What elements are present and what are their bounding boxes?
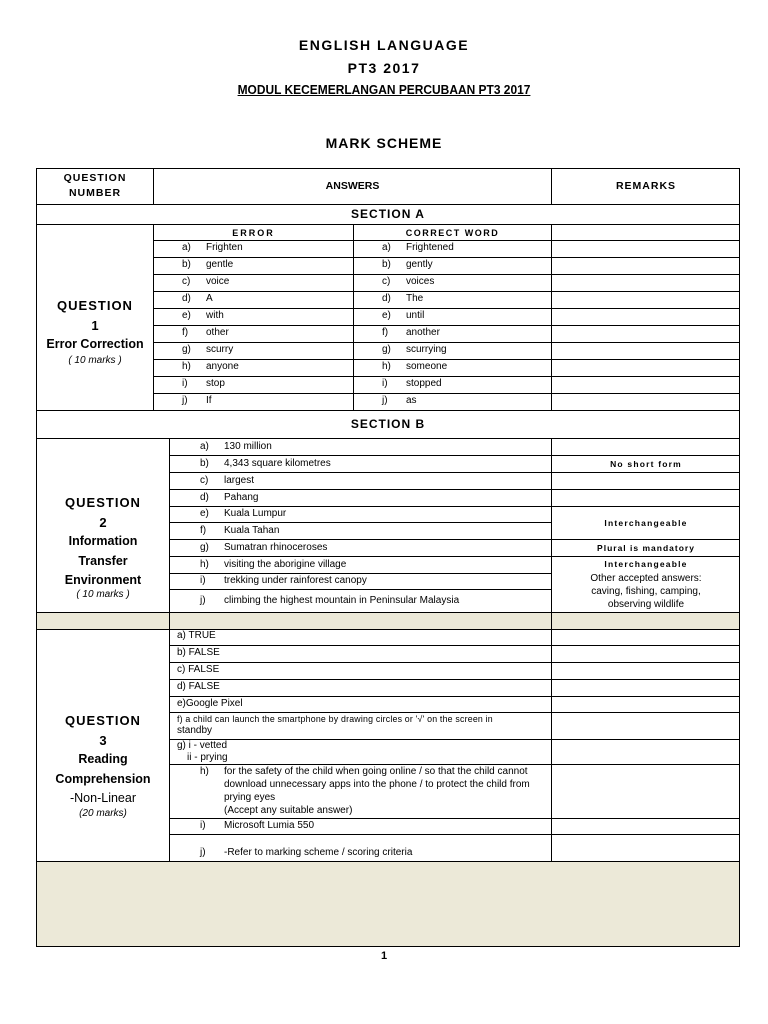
correct-word: someone [406, 361, 448, 372]
remark-no-short-form: No short form [610, 459, 682, 469]
correct-item-label: b) [382, 259, 391, 270]
shaded-spacer-row [37, 612, 739, 629]
shaded-footer-row [37, 861, 739, 946]
document-title: MARK SCHEME [325, 135, 443, 151]
remark-interchangeable-e-f: Interchangeable [604, 518, 688, 528]
error-item-label: d) [182, 293, 191, 304]
q3-answer-h-line4: (Accept any suitable answer) [224, 805, 353, 816]
q2-answer: visiting the aborigine village [224, 559, 347, 570]
error-word: scurry [206, 344, 234, 355]
error-item-label: i) [182, 378, 188, 389]
q3-answer-e: e)Google Pixel [177, 698, 243, 709]
q3-answer-a: a) TRUE [177, 630, 216, 641]
correct-item-label: h) [382, 361, 391, 372]
remark-other-answers: Other accepted answers: [590, 573, 702, 584]
q2-answer: largest [224, 475, 255, 486]
correct-item-label: c) [382, 276, 391, 287]
correct-item-label: f) [382, 327, 389, 338]
q3-answer-j: -Refer to marking scheme / scoring criteria [224, 847, 413, 858]
error-item-label: a) [182, 242, 191, 253]
q2-item-label: a) [200, 441, 209, 452]
q3-answer-f-line1: f) a child can launch the smartphone by drawing circles or '√' on the screen in [177, 714, 493, 724]
question-2-title: QUESTION [65, 495, 141, 510]
correct-word: scurrying [406, 344, 447, 355]
question-2-number: 2 [99, 514, 107, 530]
correct-word: voices [406, 276, 435, 287]
error-item-label: h) [182, 361, 191, 372]
question-3-marks: (20 marks) [79, 807, 127, 819]
q2-item-label: i) [200, 575, 206, 586]
q2-answer: Sumatran rhinoceroses [224, 542, 328, 553]
q2-answer: 130 million [224, 441, 272, 452]
question-3-number: 3 [99, 732, 107, 748]
q2-item-label: h) [200, 559, 209, 570]
q3-answer-f-line2: standby [177, 725, 213, 736]
error-word: Frighten [206, 242, 243, 253]
page-number: 1 [380, 950, 388, 962]
q2-item-label: d) [200, 492, 209, 503]
error-word: gentle [206, 259, 234, 270]
question-3-name-line1: Reading [78, 752, 128, 766]
q3-answer-i: Microsoft Lumia 550 [224, 820, 315, 831]
q3-answer-j-label: j) [200, 847, 206, 858]
correct-word: gently [406, 259, 433, 270]
error-item-label: j) [182, 395, 188, 406]
correct-word-column-header: CORRECT WORD [405, 228, 500, 238]
correct-word: as [406, 395, 417, 406]
question-number-header: QUESTION NUMBER [63, 172, 127, 199]
correct-word: stopped [406, 378, 442, 389]
question-1-label [37, 296, 153, 367]
question-3-name-line2: Comprehension [55, 771, 151, 786]
error-item-label: f) [182, 327, 189, 338]
error-word: If [206, 395, 212, 406]
q3-answer-h-line3: prying eyes [224, 792, 276, 803]
question-1-name: Error Correction [46, 337, 144, 351]
answers-header: ANSWERS [325, 180, 380, 192]
error-word: A [206, 293, 213, 304]
question-2-name-line1: Information [68, 534, 138, 548]
correct-item-label: e) [382, 310, 391, 321]
q2-item-label: e) [200, 508, 209, 519]
q2-answer: climbing the highest mountain in Peninsular Malaysia [224, 595, 460, 606]
question-3-title: QUESTION [65, 713, 141, 728]
question-3-name-line3: -Non-Linear [69, 791, 136, 805]
remark-other-answers-list-end: observing wildlife [607, 599, 685, 610]
error-word: stop [206, 378, 225, 389]
error-item-label: e) [182, 310, 191, 321]
subject-title: ENGLISH LANGUAGE [298, 37, 470, 53]
correct-item-label: j) [382, 395, 388, 406]
correct-word: another [406, 327, 440, 338]
error-item-label: g) [182, 344, 191, 355]
q2-answer: Kuala Tahan [224, 525, 280, 536]
question-3-label [37, 711, 169, 820]
error-word: voice [206, 276, 230, 287]
q2-item-label: b) [200, 458, 209, 469]
q3-answer-h-label: h) [200, 766, 209, 777]
q3-answer-i-label: i) [200, 820, 206, 831]
q3-answer-d: d) FALSE [177, 681, 220, 692]
q2-answer: trekking under rainforest canopy [224, 575, 367, 586]
correct-item-label: g) [382, 344, 391, 355]
correct-item-label: a) [382, 242, 391, 253]
error-word: other [206, 327, 229, 338]
q3-answer-h-line1: for the safety of the child when going online / so that the child cannot [224, 766, 528, 777]
q2-answer: Kuala Lumpur [224, 508, 287, 519]
correct-item-label: i) [382, 378, 388, 389]
remarks-header: REMARKS [615, 180, 677, 192]
remark-plural-mandatory: Plural is mandatory [597, 543, 695, 553]
q2-answer: Pahang [224, 492, 259, 503]
q3-answer-g-line1: g) i - vetted [177, 740, 228, 751]
question-1-marks: ( 10 marks ) [68, 354, 122, 366]
q2-item-label: j) [200, 595, 206, 606]
question-2-marks: ( 10 marks ) [76, 588, 130, 600]
remark-other-answers-list: caving, fishing, camping, [591, 586, 701, 597]
q2-item-label: f) [200, 525, 207, 536]
remark-interchangeable-h-j: Interchangeable [604, 559, 688, 569]
error-word: with [206, 310, 224, 321]
section-b-title: SECTION B [350, 417, 426, 431]
correct-word: Frightened [406, 242, 454, 253]
q3-answer-c: c) FALSE [177, 664, 220, 675]
q3-answer-b: b) FALSE [177, 647, 220, 658]
q3-answer-g-line2: ii - prying [187, 752, 228, 763]
correct-word: until [406, 310, 425, 321]
q2-item-label: g) [200, 542, 209, 553]
correct-item-label: d) [382, 293, 391, 304]
error-item-label: c) [182, 276, 191, 287]
q2-answer: 4,343 square kilometres [224, 458, 331, 469]
error-item-label: b) [182, 259, 191, 270]
question-1-title: QUESTION [57, 298, 133, 313]
q2-item-label: c) [200, 475, 209, 486]
question-2-label [37, 493, 169, 601]
question-1-number: 1 [91, 317, 99, 333]
exam-title: PT3 2017 [347, 60, 421, 76]
error-word: anyone [206, 361, 239, 372]
correct-word: The [406, 293, 424, 304]
question-2-name-line2: Transfer [78, 553, 128, 568]
q3-answer-h-line2: download unnecessary apps into the phone / to protect the child from [224, 779, 530, 790]
module-title: MODUL KECEMERLANGAN PERCUBAAN PT3 2017 [237, 82, 531, 97]
question-2-name-line3: Environment [64, 573, 142, 587]
error-column-header: ERROR [232, 228, 275, 238]
section-a-title: SECTION A [351, 207, 425, 221]
